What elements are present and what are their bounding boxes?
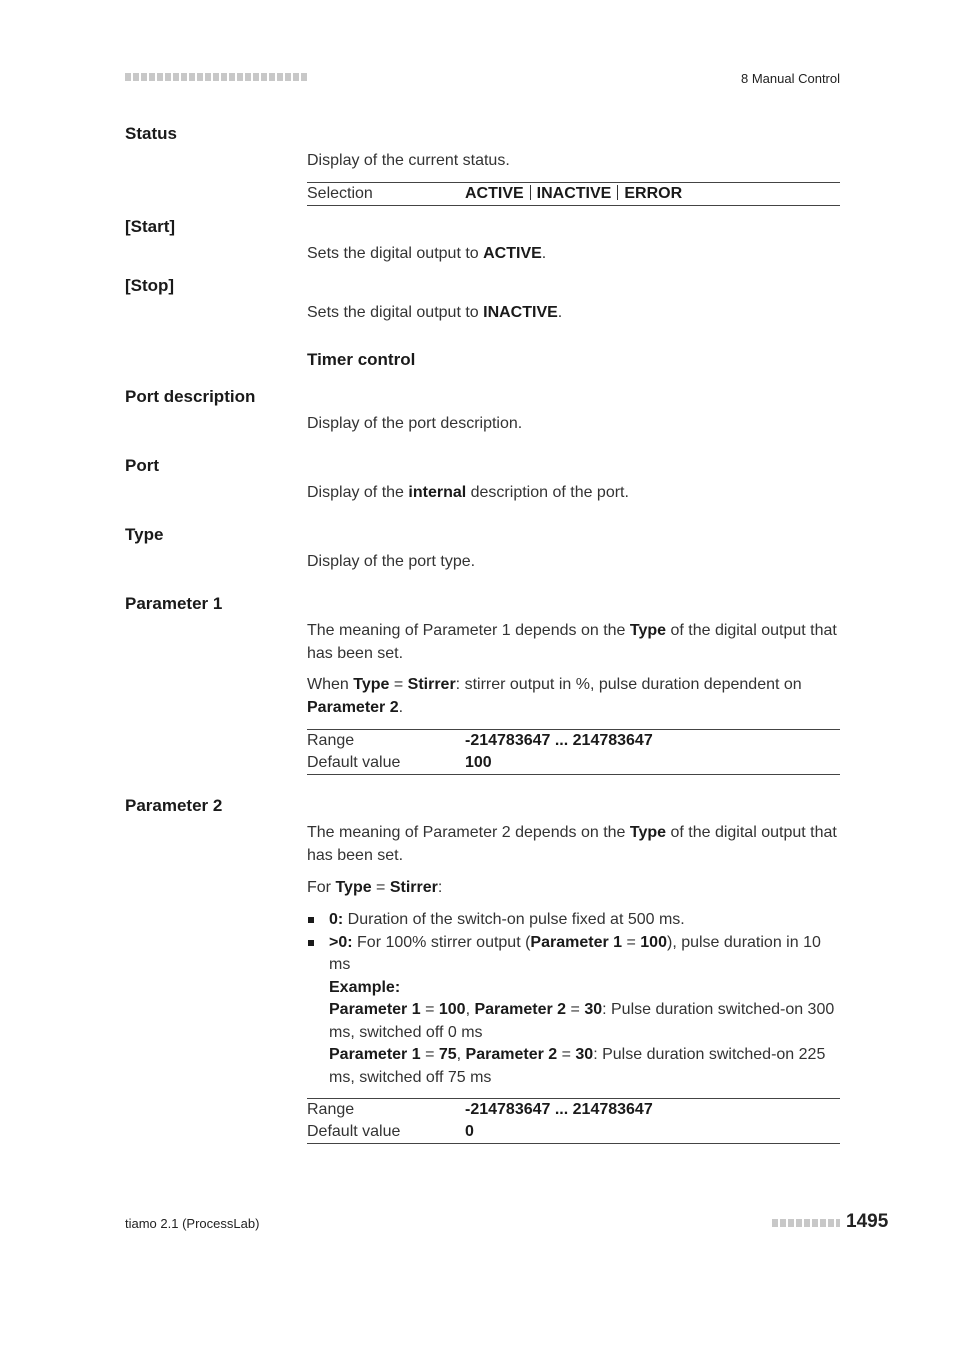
example-2: Parameter 1 = 75, Parameter 2 = 30: Pulse duration switched-on 225 ms, switched off 75 ms bbox=[329, 1046, 826, 1086]
term-port: Port bbox=[125, 456, 159, 475]
parameter-2-meaning: The meaning of Parameter 2 depends on the Type of the digital output that has been set. bbox=[307, 824, 837, 864]
list-item: >0: For 100% stirrer output (Parameter 1 = 100), pulse duration in 10 ms Example: Parameter 1 = 100, Parameter 2 = 30: Pulse duration switched-on 300 ms, switched off 0 ms Parameter 1 = 75, Parameter 2 = 30: Pulse duration switched-on 225 ms, switched off 75 ms bbox=[307, 932, 841, 1090]
type-text: Display of the port type. bbox=[307, 553, 476, 570]
parameter-1-table bbox=[307, 729, 840, 775]
option-error: ERROR bbox=[624, 185, 683, 202]
parameter-2-bullet-list bbox=[307, 909, 841, 1089]
list-item: 0: Duration of the switch-on pulse fixed at 500 ms. bbox=[307, 909, 841, 932]
term-port-description: Port description bbox=[125, 387, 256, 406]
default-label: Default value bbox=[307, 1123, 401, 1140]
term-parameter-2: Parameter 2 bbox=[125, 796, 223, 815]
range-value: -214783647 ... 214783647 bbox=[465, 732, 653, 749]
term-start: [Start] bbox=[125, 217, 176, 236]
parameter-2-for-stirrer: For Type = Stirrer: bbox=[307, 879, 443, 896]
header-decoration bbox=[125, 73, 307, 81]
default-value: 100 bbox=[465, 754, 492, 771]
footer-decoration bbox=[772, 1219, 840, 1227]
default-value: 0 bbox=[465, 1123, 474, 1140]
port-description-text: Display of the port description. bbox=[307, 415, 523, 432]
status-selection-table bbox=[307, 182, 840, 206]
start-description: Sets the digital output to ACTIVE. bbox=[307, 245, 547, 262]
term-type: Type bbox=[125, 525, 164, 544]
page-number: 1495 bbox=[846, 1211, 889, 1232]
footer-product: tiamo 2.1 (ProcessLab) bbox=[125, 1216, 260, 1231]
port-text: Display of the internal description of the port. bbox=[307, 484, 629, 501]
chapter-title: 8 Manual Control bbox=[741, 71, 840, 86]
stop-description: Sets the digital output to INACTIVE. bbox=[307, 304, 563, 321]
term-parameter-1: Parameter 1 bbox=[125, 594, 223, 613]
option-inactive: INACTIVE bbox=[536, 185, 612, 202]
range-value: -214783647 ... 214783647 bbox=[465, 1101, 653, 1118]
range-label: Range bbox=[307, 732, 355, 749]
parameter-2-table bbox=[307, 1098, 840, 1144]
status-description: Display of the current status. bbox=[307, 152, 510, 169]
term-stop: [Stop] bbox=[125, 276, 175, 295]
parameter-1-meaning: The meaning of Parameter 1 depends on the Type of the digital output that has been set. bbox=[307, 622, 837, 662]
selection-label: Selection bbox=[307, 185, 373, 202]
timer-control-heading: Timer control bbox=[307, 350, 416, 369]
range-label: Range bbox=[307, 1101, 355, 1118]
example-1: Parameter 1 = 100, Parameter 2 = 30: Pulse duration switched-on 300 ms, switched off 0 ms bbox=[329, 1001, 835, 1041]
example-label: Example: bbox=[329, 978, 401, 996]
default-label: Default value bbox=[307, 754, 401, 771]
parameter-1-stirrer-note: When Type = Stirrer: stirrer output in %, pulse duration dependent on Parameter 2. bbox=[307, 676, 802, 716]
term-status: Status bbox=[125, 124, 177, 143]
option-active: ACTIVE bbox=[465, 185, 524, 202]
